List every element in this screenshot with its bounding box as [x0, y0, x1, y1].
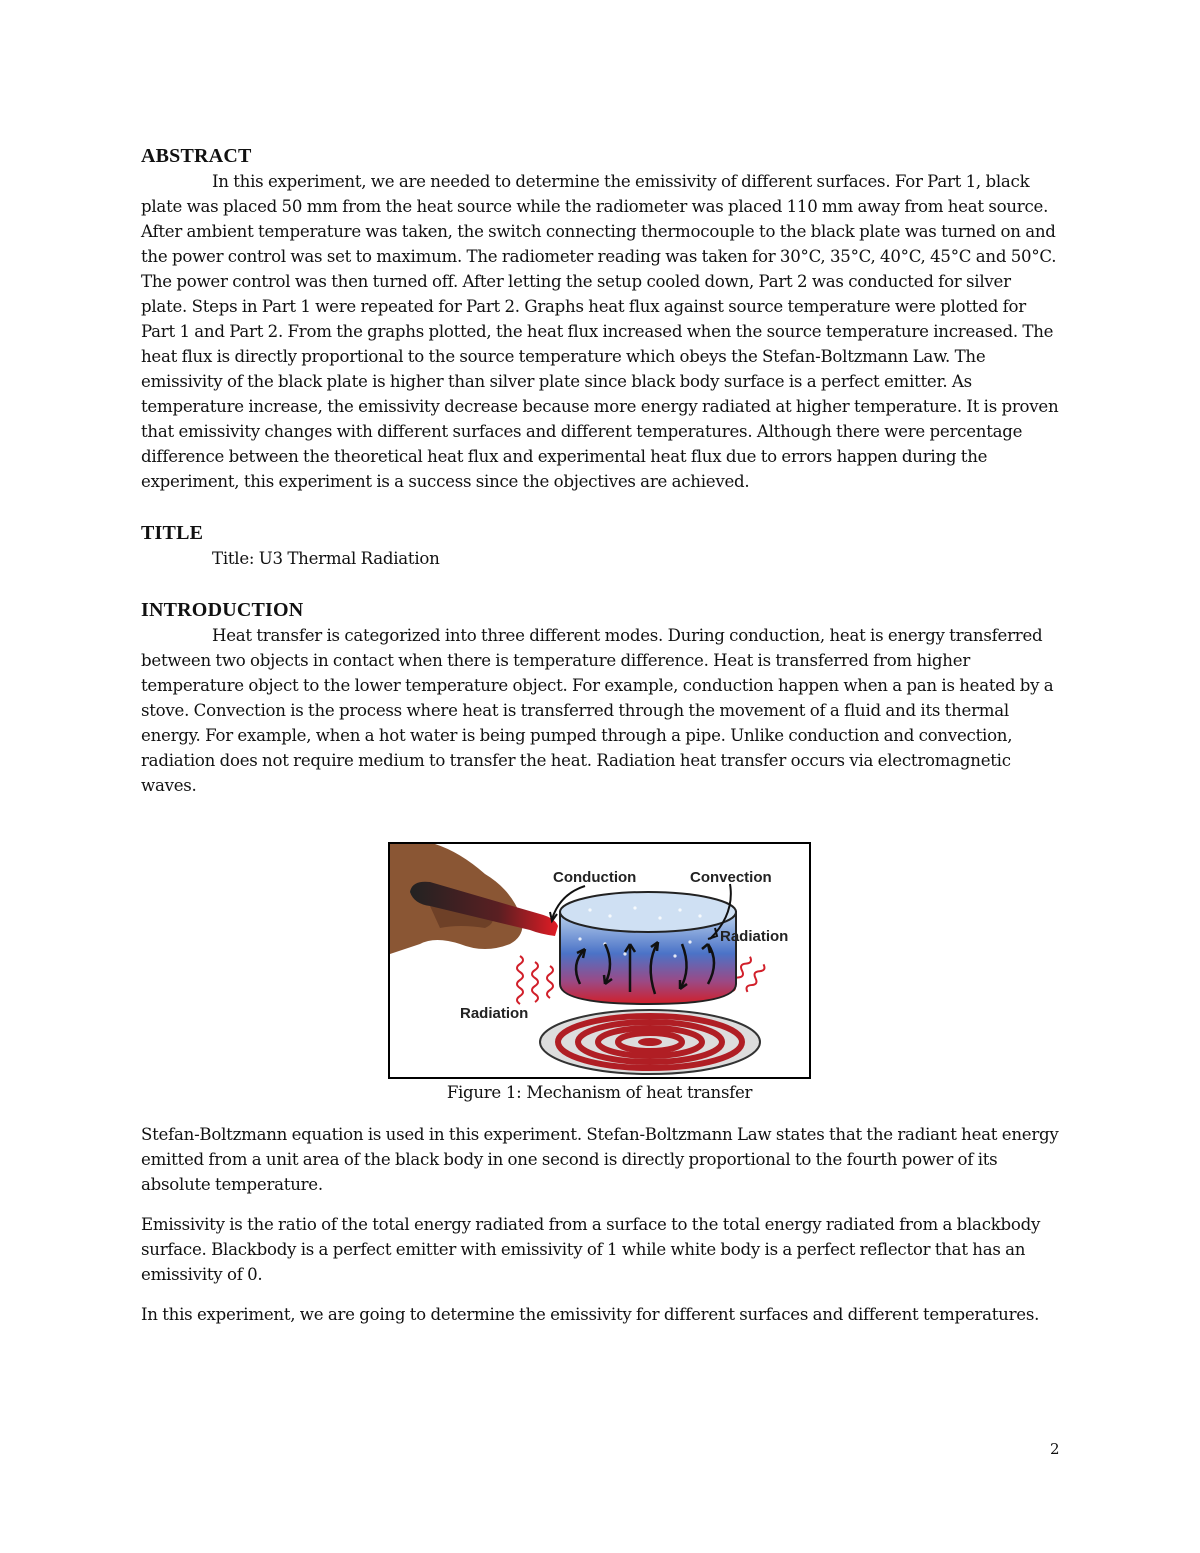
page-number: 2	[1050, 1440, 1060, 1458]
abstract-body: In this experiment, we are needed to determine the emissivity of different surfaces. For Part 1, black plate was placed 50 mm from the heat source while the radiometer was placed 110 mm away from heat source. After ambient temperature was taken, the switch connecting thermocouple to the black plate was turned on and the power control was set to maximum. The radiometer reading was taken for 30°C, 35°C, 40°C, 45°C and 50°C. The power control was then turned off. After letting the setup cooled down, Part 2 was conducted for silver plate. Steps in Part 1 were repeated for Part 2. Graphs heat flux against source temperature were plotted for Part 1 and Part 2. From the graphs plotted, the heat flux increased when the source temperature increased. The heat flux is directly proportional to the source temperature which obeys the Stefan-Boltzmann Law. The emissivity of the black plate is higher than silver plate since black body surface is a perfect emitter. As temperature increase, the emissivity decrease because more energy radiated at higher temperature. It is proven that emissivity changes with different surfaces and different temperatures. Although there were percentage difference between the theoretical heat flux and experimental heat flux due to errors happen during the experiment, this experiment is a success since the objectives are achieved.	[141, 172, 1059, 491]
post-figure-content	[141, 1122, 1061, 1327]
page-content	[141, 143, 1061, 798]
radiation-wave-left-3	[547, 966, 553, 998]
stefan-paragraph: Stefan-Boltzmann equation is used in this experiment. Stefan-Boltzmann Law states that the radiant heat energy emitted from a unit area of the black body in one second is directly proportional to the fourth power of its absolute temperature.	[141, 1125, 1059, 1194]
heat-transfer-illustration	[390, 844, 808, 1076]
figure-caption: Figure 1: Mechanism of heat transfer	[446, 1083, 753, 1102]
title-heading: TITLE	[141, 522, 204, 544]
radiation-wave-right-3	[745, 963, 766, 994]
abstract-heading: ABSTRACT	[141, 145, 252, 167]
emissivity-paragraph: Emissivity is the ratio of the total energy radiated from a surface to the total energy radiated from a blackbody surface. Blackbody is a perfect emitter with emissivity of 1 while white body is a perfect reflector that has an emissivity of 0.	[141, 1215, 1041, 1284]
label-conduction: Conduction	[553, 869, 637, 886]
introduction-body: Heat transfer is categorized into three different modes. During conduction, heat is energy transferred between two objects in contact when there is temperature difference. Heat is transferred from higher temperature object to the lower temperature object. For example, conduction happen when a pan is heated by a stove. Convection is the process where heat is transferred through the movement of a fluid and its thermal energy. For example, when a hot water is being pumped through a pipe. Unlike conduction and convection, radiation does not require medium to transfer the heat. Radiation heat transfer occurs via electromagnetic waves.	[141, 626, 1054, 795]
heat-transfer-figure	[388, 842, 811, 1079]
label-convection: Convection	[690, 869, 772, 886]
radiation-wave-left-2	[532, 962, 538, 1002]
stove-burner	[540, 1010, 760, 1074]
radiation-wave-left-1	[517, 956, 523, 1004]
goal-paragraph: In this experiment, we are going to determine the emissivity for different surfaces and different temperatures.	[141, 1305, 1040, 1324]
title-body: Title: U3 Thermal Radiation	[212, 549, 440, 568]
introduction-heading: INTRODUCTION	[141, 599, 304, 621]
pan-rim	[560, 892, 736, 932]
label-radiation-left: Radiation	[460, 1005, 529, 1022]
label-radiation-right: Radiation	[720, 928, 789, 945]
